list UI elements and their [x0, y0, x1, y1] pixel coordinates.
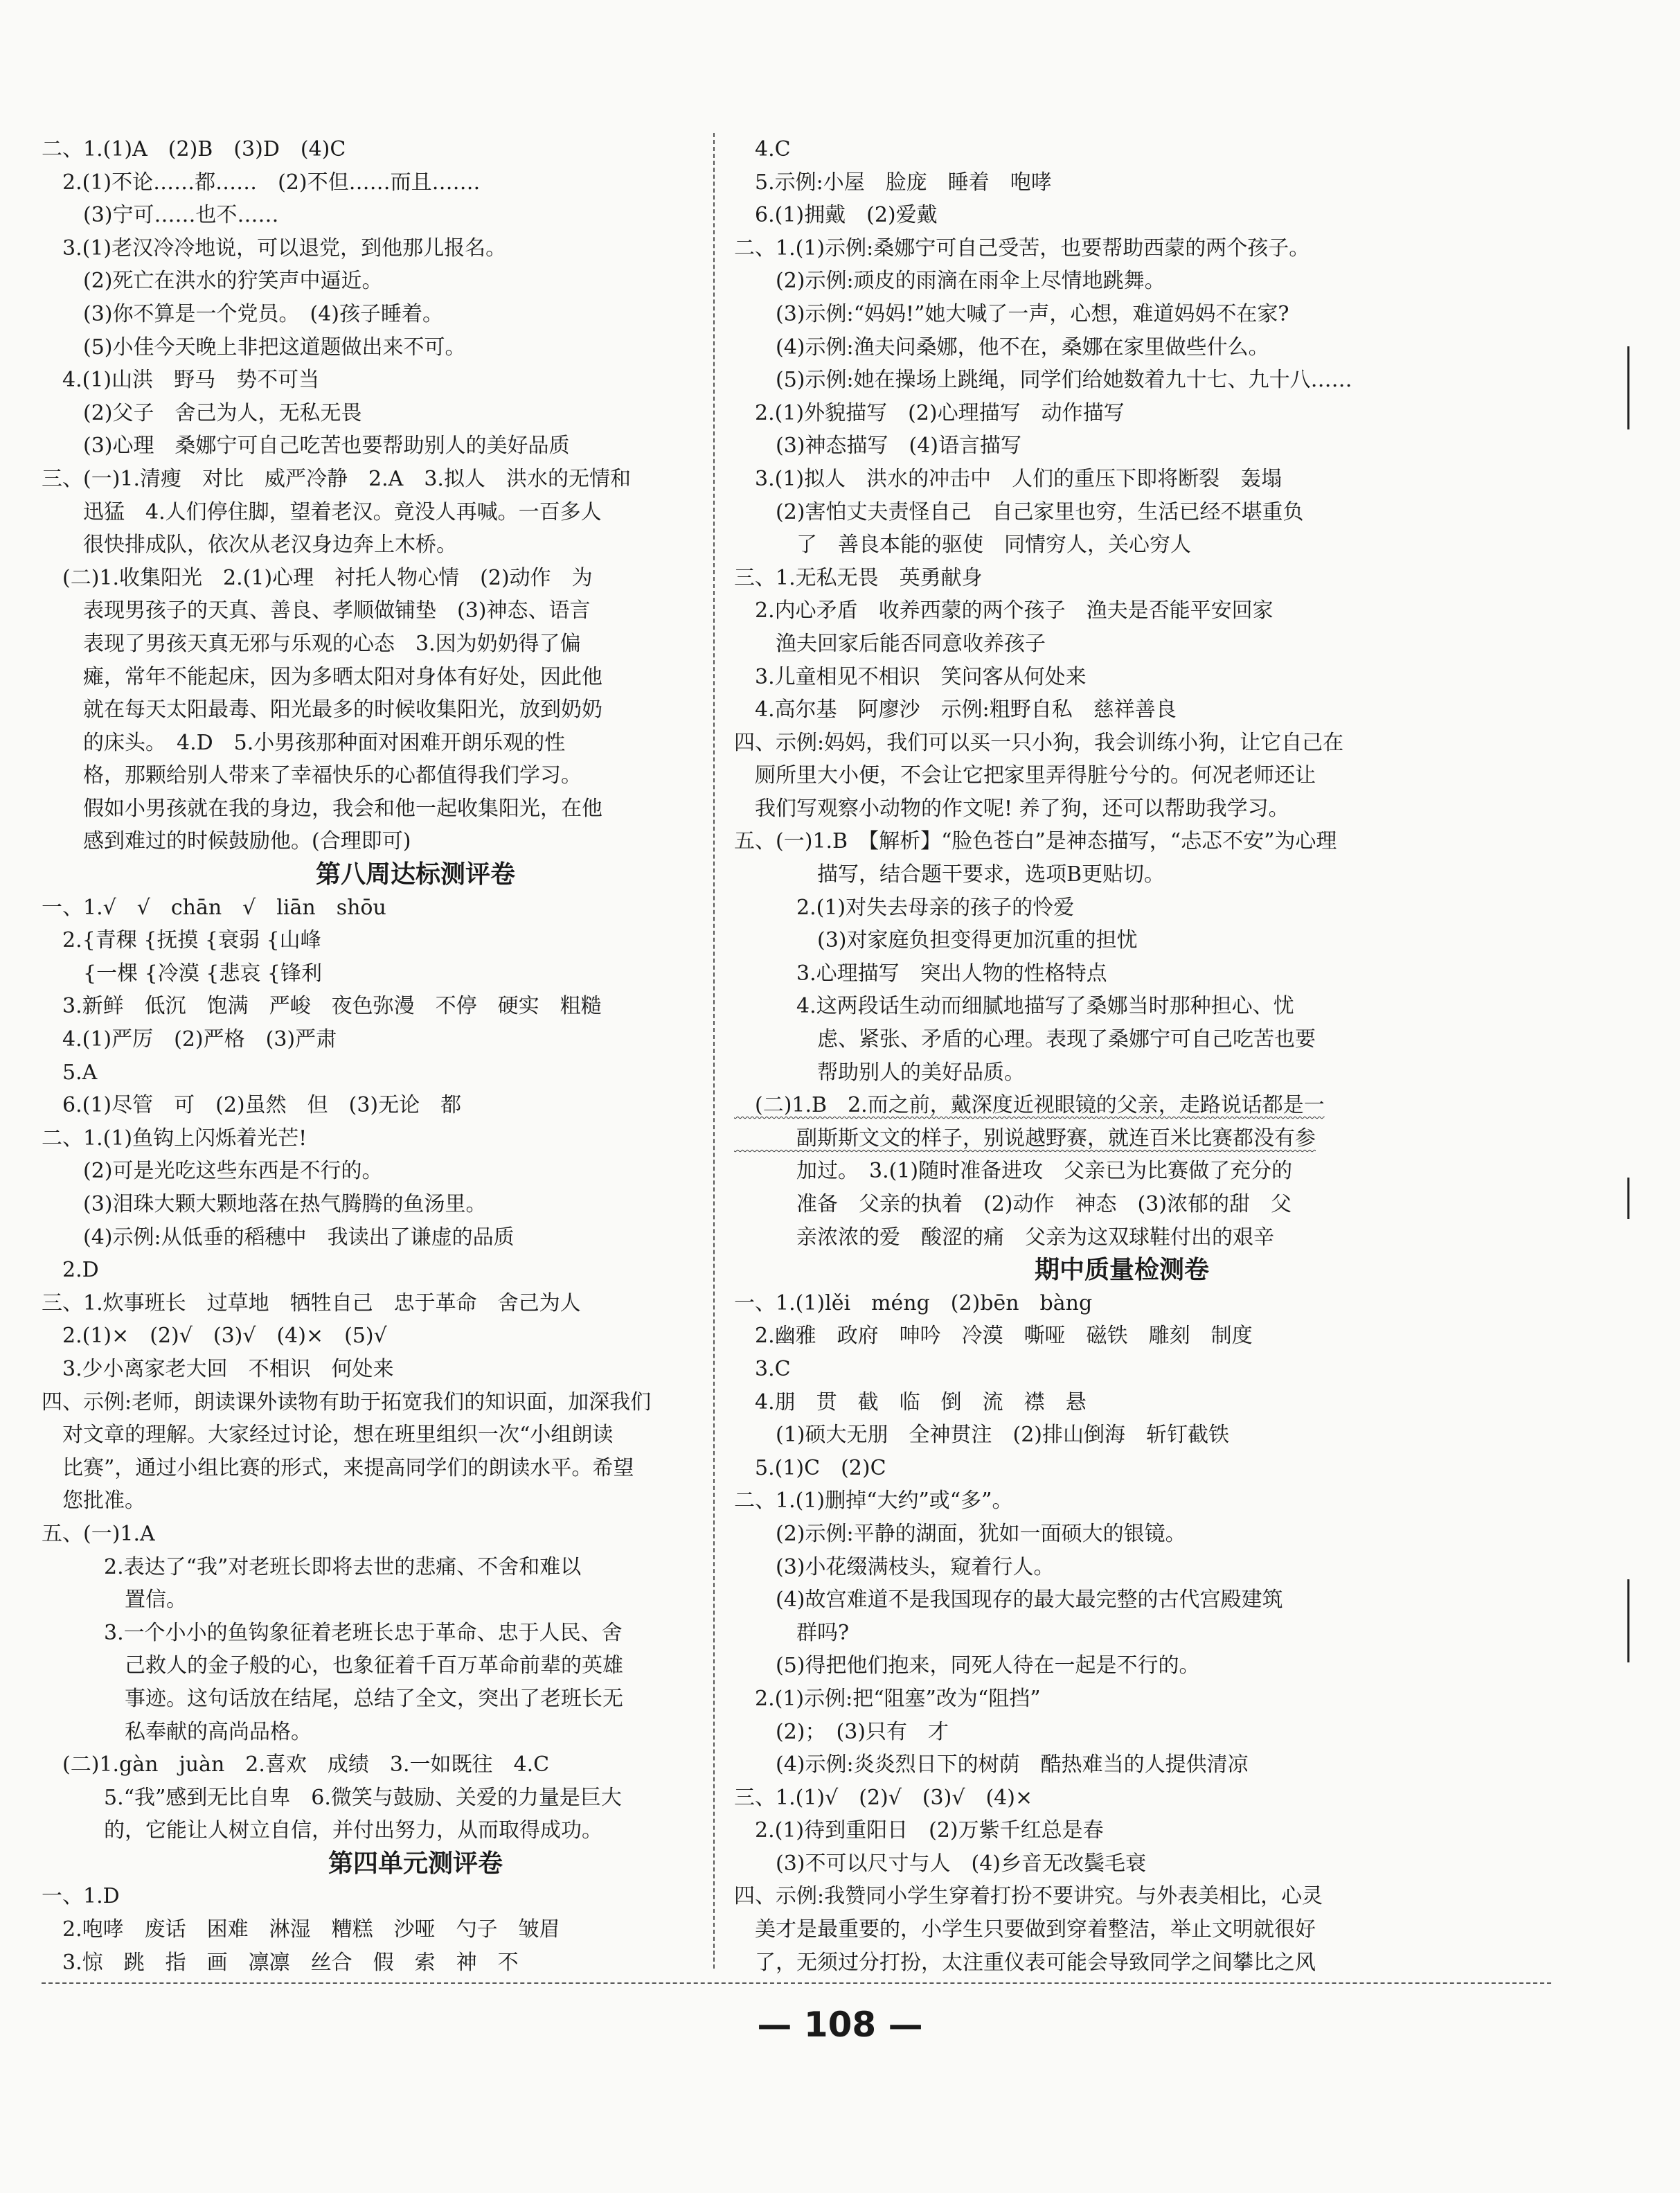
answer-line: 2.内心矛盾 收养西蒙的两个孩子 渔夫是否能平安回家 [734, 598, 1274, 623]
answer-line: (2)害怕丈夫责怪自己 自己家里也穷，生活已经不堪重负 [734, 499, 1304, 524]
answer-line: (1)硕大无朋 全神贯注 (2)排山倒海 斩钉截铁 [734, 1423, 1229, 1448]
answer-line: (2)可是光吃这些东西是不行的。 [42, 1159, 383, 1184]
answer-line: 3.(1)拟人 洪水的冲击中 人们的重压下即将断裂 轰塌 [734, 466, 1283, 491]
answer-line: (3)不可以尺寸与人 (4)乡音无改鬓毛衰 [734, 1851, 1146, 1876]
answer-line: 三、(一)1.清瘦 对比 威严冷静 2.A 3.拟人 洪水的无情和 [42, 466, 631, 491]
answer-line: 虑、紧张、矛盾的心理。表现了桑娜宁可自己吃苦也要 [734, 1027, 1316, 1052]
answer-line: (3)你不算是一个党员。 (4)孩子睡着。 [42, 301, 443, 326]
answer-line: 5.示例:小屋 脸庞 睡着 咆哮 [734, 170, 1052, 195]
answer-line: 二、1.(1)示例:桑娜宁可自己受苦，也要帮助西蒙的两个孩子。 [734, 236, 1310, 260]
answer-line: 三、1.(1)√ (2)√ (3)√ (4)× [734, 1785, 1033, 1810]
answer-line: 厕所里大小便，不会让它把家里弄得脏兮兮的。何况老师还让 [734, 763, 1316, 788]
answer-line: 3.(1)老汉冷冷地说，可以退党，到他那儿报名。 [42, 236, 507, 260]
answer-line: 3.少小离家老大回 不相识 何处来 [42, 1356, 394, 1381]
answer-line: 4.C [734, 137, 791, 161]
answer-line: 很快排成队，依次从老汉身边奔上木桥。 [42, 533, 457, 558]
answer-line: 4.朋 贯 截 临 倒 流 襟 悬 [734, 1390, 1087, 1414]
answer-line: 私奉献的高尚品格。 [42, 1719, 312, 1744]
answer-line: (5)得把他们抱来，同死人待在一起是不行的。 [734, 1653, 1200, 1678]
answer-line: 二、1.(1)A (2)B (3)D (4)C [42, 137, 346, 161]
answer-line: 比赛”，通过小组比赛的形式，来提高同学们的朗读水平。希望 [42, 1455, 634, 1480]
answer-line: 五、(一)1.B 【解析】“脸色苍白”是神态描写，“忐忑不安”为心理 [734, 829, 1337, 854]
answer-line: 6.(1)拥戴 (2)爱戴 [734, 203, 938, 228]
left-column [42, 133, 831, 1979]
right-column [734, 133, 1551, 1979]
section-heading: 第四单元测评卷 [328, 1849, 503, 1878]
answer-line: (5)小佳今天晚上非把这道题做出来不可。 [42, 335, 466, 359]
answer-line: 3.新鲜 低沉 饱满 严峻 夜色弥漫 不停 硬实 粗糙 [42, 994, 602, 1019]
answer-line: 一、1.(1)lěi méng (2)bēn bàng [734, 1290, 1093, 1315]
answer-line: 帮助别人的美好品质。 [734, 1060, 1025, 1085]
answer-line: 4.(1)严厉 (2)严格 (3)严肃 [42, 1027, 337, 1052]
answer-line: 描写，结合题干要求，选项B更贴切。 [734, 862, 1165, 887]
answer-line: 4.(1)山洪 野马 势不可当 [42, 368, 320, 393]
answer-line: 五、(一)1.A [42, 1521, 155, 1546]
answer-line: 群吗? [734, 1620, 850, 1645]
answer-line: 5.“我”感到无比自卑 6.微笑与鼓励、关爱的力量是巨大 [42, 1785, 622, 1810]
answer-line: (3)示例:“妈妈!”她大喊了一声，心想，难道妈妈不在家? [734, 301, 1289, 326]
answer-line: 的，它能让人树立自信，并付出努力，从而取得成功。 [42, 1818, 602, 1843]
answer-line: 对文章的理解。大家经过讨论，想在班里组织一次“小组朗读 [42, 1423, 614, 1448]
answer-line: (3)心理 桑娜宁可自己吃苦也要帮助别人的美好品质 [42, 434, 570, 459]
answer-line: (4)示例:从低垂的稻穗中 我读出了谦虚的品质 [42, 1225, 515, 1250]
answer-line: (4)示例:渔夫问桑娜，他不在，桑娜在家里做些什么。 [734, 335, 1269, 359]
answer-line: 二、1.(1)删掉“大约”或“多”。 [734, 1489, 1013, 1513]
answer-line: 亲浓浓的爱 酸涩的痛 父亲为这双球鞋付出的艰辛 [734, 1225, 1274, 1250]
answer-line: 4.高尔基 阿廖沙 示例:粗野自私 慈祥善良 [734, 698, 1177, 722]
answer-line: 3.C [734, 1356, 791, 1381]
answer-line: (3)对家庭负担变得更加沉重的担忧 [734, 928, 1138, 953]
answer-line: 三、1.无私无畏 英勇献身 [734, 565, 983, 590]
answer-line: (3)宁可……也不…… [42, 203, 279, 228]
answer-line: 迅猛 4.人们停住脚，望着老汉。竟没人再喊。一百多人 [42, 499, 602, 524]
answer-line: (2)示例:顽皮的雨滴在雨伞上尽情地跳舞。 [734, 269, 1165, 294]
answer-line: 2.(1)待到重阳日 (2)万紫千红总是春 [734, 1818, 1104, 1843]
answer-line: 4.这两段话生动而细腻地描写了桑娜当时那种担心、忧 [734, 994, 1294, 1019]
answer-line: 渔夫回家后能否同意收养孩子 [734, 631, 1046, 656]
answer-line: 3.儿童相见不相识 笑问客从何处来 [734, 664, 1087, 689]
answer-line: 置信。 [42, 1588, 187, 1613]
answer-line: 2.(1)× (2)√ (3)√ (4)× (5)√ [42, 1324, 387, 1349]
answer-line: 一、1.√ √ chān √ liān shōu [42, 895, 386, 920]
answer-line: (3)泪珠大颗大颗地落在热气腾腾的鱼汤里。 [42, 1192, 487, 1216]
answer-line: 四、示例:妈妈，我们可以买一只小狗，我会训练小狗，让它自己在 [734, 730, 1344, 755]
answer-line: (2)示例:平静的湖面，犹如一面硕大的银镜。 [734, 1521, 1186, 1546]
answer-line: 一、1.D [42, 1884, 120, 1909]
answer-line: 2.(1)示例:把“阻塞”改为“阻挡” [734, 1686, 1041, 1711]
answer-line: 格，那颗给别人带来了幸福快乐的心都值得我们学习。 [42, 763, 582, 788]
footer-rule [42, 1982, 1551, 1984]
answer-line: 5.(1)C (2)C [734, 1455, 886, 1480]
answer-line: 的床头。 4.D 5.小男孩那种面对困难开朗乐观的性 [42, 730, 566, 755]
answer-line: 假如小男孩就在我的身边，我会和他一起收集阳光，在他 [42, 796, 602, 821]
answer-line: 我们写观察小动物的作文呢! 养了狗，还可以帮助我学习。 [734, 796, 1289, 821]
answer-line: 了，无须过分打扮，太注重仪表可能会导致同学之间攀比之风 [734, 1950, 1316, 1975]
answer-line: 2.咆哮 废话 困难 淋湿 糟糕 沙哑 勺子 皱眉 [42, 1917, 560, 1942]
scan-edge-mark [1627, 1579, 1629, 1662]
answer-line: 就在每天太阳最毒、阳光最多的时候收集阳光，放到奶奶 [42, 698, 602, 722]
answer-line: (5)示例:她在操场上跳绳，同学们给她数着九十七、九十八…… [734, 368, 1352, 393]
answer-line: (2)父子 舍己为人，无私无畏 [42, 400, 362, 425]
answer-line: (二)1.收集阳光 2.(1)心理 衬托人物心情 (2)动作 为 [42, 565, 593, 590]
answer-line: 您批准。 [42, 1489, 145, 1513]
scan-edge-mark [1627, 346, 1629, 429]
answer-line: 二、1.(1)鱼钩上闪烁着光芒! [42, 1126, 307, 1151]
answer-line: 3.一个小小的鱼钩象征着老班长忠于革命、忠于人民、舍 [42, 1620, 623, 1645]
answer-line: 5.A [42, 1060, 98, 1085]
answer-line: 2.(1)外貌描写 (2)心理描写 动作描写 [734, 400, 1125, 425]
answer-line: 感到难过的时候鼓励他。(合理即可) [42, 829, 411, 854]
answer-line: 2.D [42, 1258, 99, 1283]
answer-line: (3)神态描写 (4)语言描写 [734, 434, 1021, 459]
column-divider [713, 133, 715, 1969]
page-number: — 108 — [757, 2005, 923, 2045]
answer-line: 2.幽雅 政府 呻吟 冷漠 嘶哑 磁铁 雕刻 制度 [734, 1324, 1253, 1349]
answer-line: 三、1.炊事班长 过草地 牺牲自己 忠于革命 舍己为人 [42, 1290, 581, 1315]
answer-line: 副斯斯文文的样子，别说越野赛，就连百米比赛都没有参 [734, 1126, 1316, 1151]
answer-line: 2.(1)对失去母亲的孩子的怜爱 [734, 895, 1075, 920]
answer-line: (二)1.gàn juàn 2.喜欢 成绩 3.一如既往 4.C [42, 1752, 550, 1777]
answer-line: 四、示例:我赞同小学生穿着打扮不要讲究。与外表美相比，心灵 [734, 1884, 1323, 1909]
answer-line: (2)； (3)只有 才 [734, 1719, 949, 1744]
answer-line: 2.表达了“我”对老班长即将去世的悲痛、不舍和难以 [42, 1554, 582, 1579]
answer-line: (2)死亡在洪水的狞笑声中逼近。 [42, 269, 383, 294]
answer-line: 瘫，常年不能起床，因为多晒太阳对身体有好处，因此他 [42, 664, 602, 689]
answer-line: 表现男孩子的天真、善良、孝顺做铺垫 (3)神态、语言 [42, 598, 591, 623]
answer-line: 美才是最重要的，小学生只要做到穿着整洁，举止文明就很好 [734, 1917, 1316, 1942]
section-heading: 期中质量检测卷 [1034, 1256, 1209, 1285]
answer-line: 四、示例:老师，朗读课外读物有助于拓宽我们的知识面，加深我们 [42, 1390, 652, 1414]
answer-line: (4)示例:炎炎烈日下的树荫 酷热难当的人提供清凉 [734, 1752, 1249, 1777]
answer-line: 加过。 3.(1)随时准备进攻 父亲已为比赛做了充分的 [734, 1159, 1293, 1184]
answer-line: 2.{青稞 {抚摸 {衰弱 {山峰 [42, 928, 321, 953]
answer-line: (3)小花缀满枝头，窥着行人。 [734, 1554, 1055, 1579]
answer-line: 事迹。这句话放在结尾，总结了全文，突出了老班长无 [42, 1686, 623, 1711]
answer-line: 了 善良本能的驱使 同情穷人，关心穷人 [734, 533, 1191, 558]
section-heading: 第八周达标测评卷 [315, 860, 515, 889]
scan-edge-mark [1627, 1178, 1629, 1219]
answer-line: {一棵 {冷漠 {悲哀 {锋利 [42, 961, 322, 986]
answer-line: 6.(1)尽管 可 (2)虽然 但 (3)无论 都 [42, 1093, 462, 1118]
answer-line: 2.(1)不论……都…… (2)不但……而且……. [42, 170, 481, 195]
answer-line: 表现了男孩天真无邪与乐观的心态 3.因为奶奶得了偏 [42, 631, 581, 656]
answer-line: 3.心理描写 突出人物的性格特点 [734, 961, 1107, 986]
answer-line: 准备 父亲的执着 (2)动作 神态 (3)浓郁的甜 父 [734, 1192, 1292, 1216]
answer-line: 3.惊 跳 指 画 凛凛 丝合 假 索 神 不 [42, 1950, 519, 1975]
answer-line: (二)1.B 2.而之前，戴深度近视眼镜的父亲，走路说话都是一 [734, 1093, 1325, 1118]
answer-line: (4)故宫难道不是我国现存的最大最完整的古代宫殿建筑 [734, 1588, 1283, 1613]
answer-line: 己救人的金子般的心，也象征着千百万革命前辈的英雄 [42, 1653, 623, 1678]
